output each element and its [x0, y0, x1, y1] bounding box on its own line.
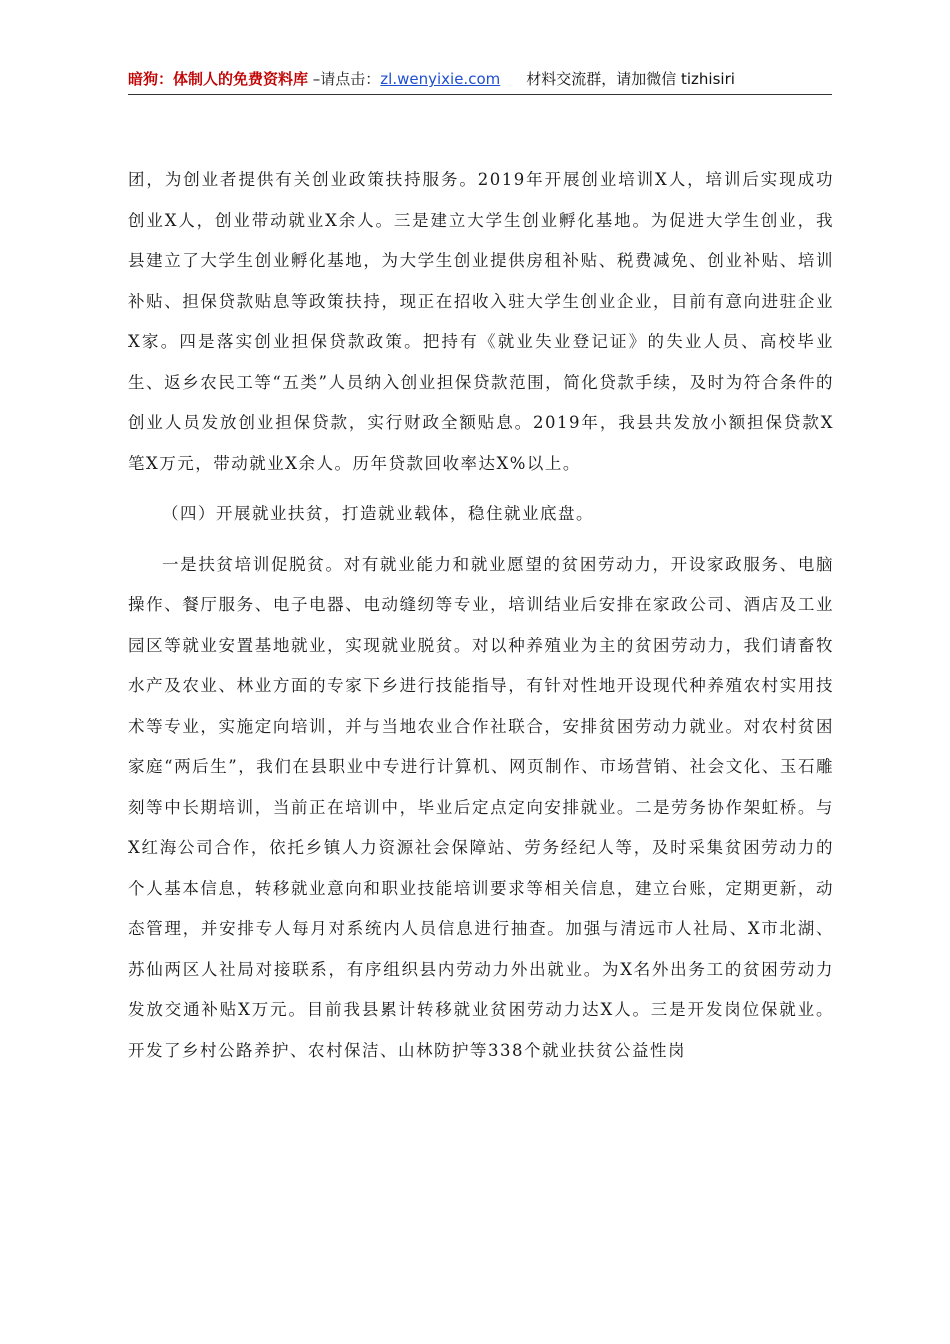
header-prompt: –请点击： — [308, 70, 381, 88]
paragraph-continuation: 团，为创业者提供有关创业政策扶持服务。2019年开展创业培训X人，培训后实现成功创业X人，创业带动就业X余人。三是建立大学生创业孵化基地。为促进大学生创业，我县建立了大学生创业孵化基地，为大学生创业提供房租补贴、税费减免、创业补贴、培训补贴、担保贷款贴息等政策扶持，现正在招收入驻大学生创业企业，目前有意向进驻企业X家。四是落实创业担保贷款政策。把持有《就业失业登记证》的失业人员、高校毕业生、返乡农民工等“五类”人员纳入创业担保贷款范围，简化贷款手续，及时为符合条件的创业人员发放创业担保贷款，实行财政全额贴息。2019年，我县共发放小额担保贷款X笔X万元，带动就业X余人。历年贷款回收率达X%以上。 — [128, 170, 834, 473]
paragraph-body: 一是扶贫培训促脱贫。对有就业能力和就业愿望的贫困劳动力，开设家政服务、电脑操作、餐厅服务、电子电器、电动缝纫等专业，培训结业后安排在家政公司、酒店及工业园区等就业安置基地就业，实现就业脱贫。对以种养殖业为主的贫困劳动力，我们请畜牧水产及农业、林业方面的专家下乡进行技能指导，有针对性地开设现代种养殖农村实用技术等专业，实施定向培训，并与当地农业合作社联合，安排贫困劳动力就业。对农村贫困家庭“两后生”，我们在县职业中专进行计算机、网页制作、市场营销、社会文化、玉石雕刻等中长期培训，当前正在培训中，毕业后定点定向安排就业。二是劳务协作架虹桥。与X红海公司合作，依托乡镇人力资源社会保障站、劳务经纪人等，及时采集贫困劳动力的个人基本信息，转移就业意向和职业技能培训要求等相关信息，建立台账，定期更新，动态管理，并安排专人每月对系统内人员信息进行抽查。加强与清远市人社局、X市北湖、苏仙两区人社局对接联系，有序组织县内劳动力外出就业。为X名外出务工的贫困劳动力发放交通补贴X万元。目前我县累计转移就业贫困劳动力达X人。三是开发岗位保就业。开发了乡村公路养护、农村保洁、山林防护等338个就业扶贫公益性岗 — [128, 554, 834, 1060]
page-header — [128, 68, 832, 94]
section-heading: （四）开展就业扶贫，打造就业载体，稳住就业底盘。 — [162, 504, 594, 523]
header-link[interactable]: zl.wenyixie.com — [380, 70, 501, 88]
document-body — [128, 160, 834, 1071]
header-brand: 暗狗：体制人的免费资料库 — [128, 70, 309, 88]
header-divider — [128, 94, 832, 95]
header-contact: 材料交流群，请加微信 tizhisiri — [526, 70, 735, 88]
